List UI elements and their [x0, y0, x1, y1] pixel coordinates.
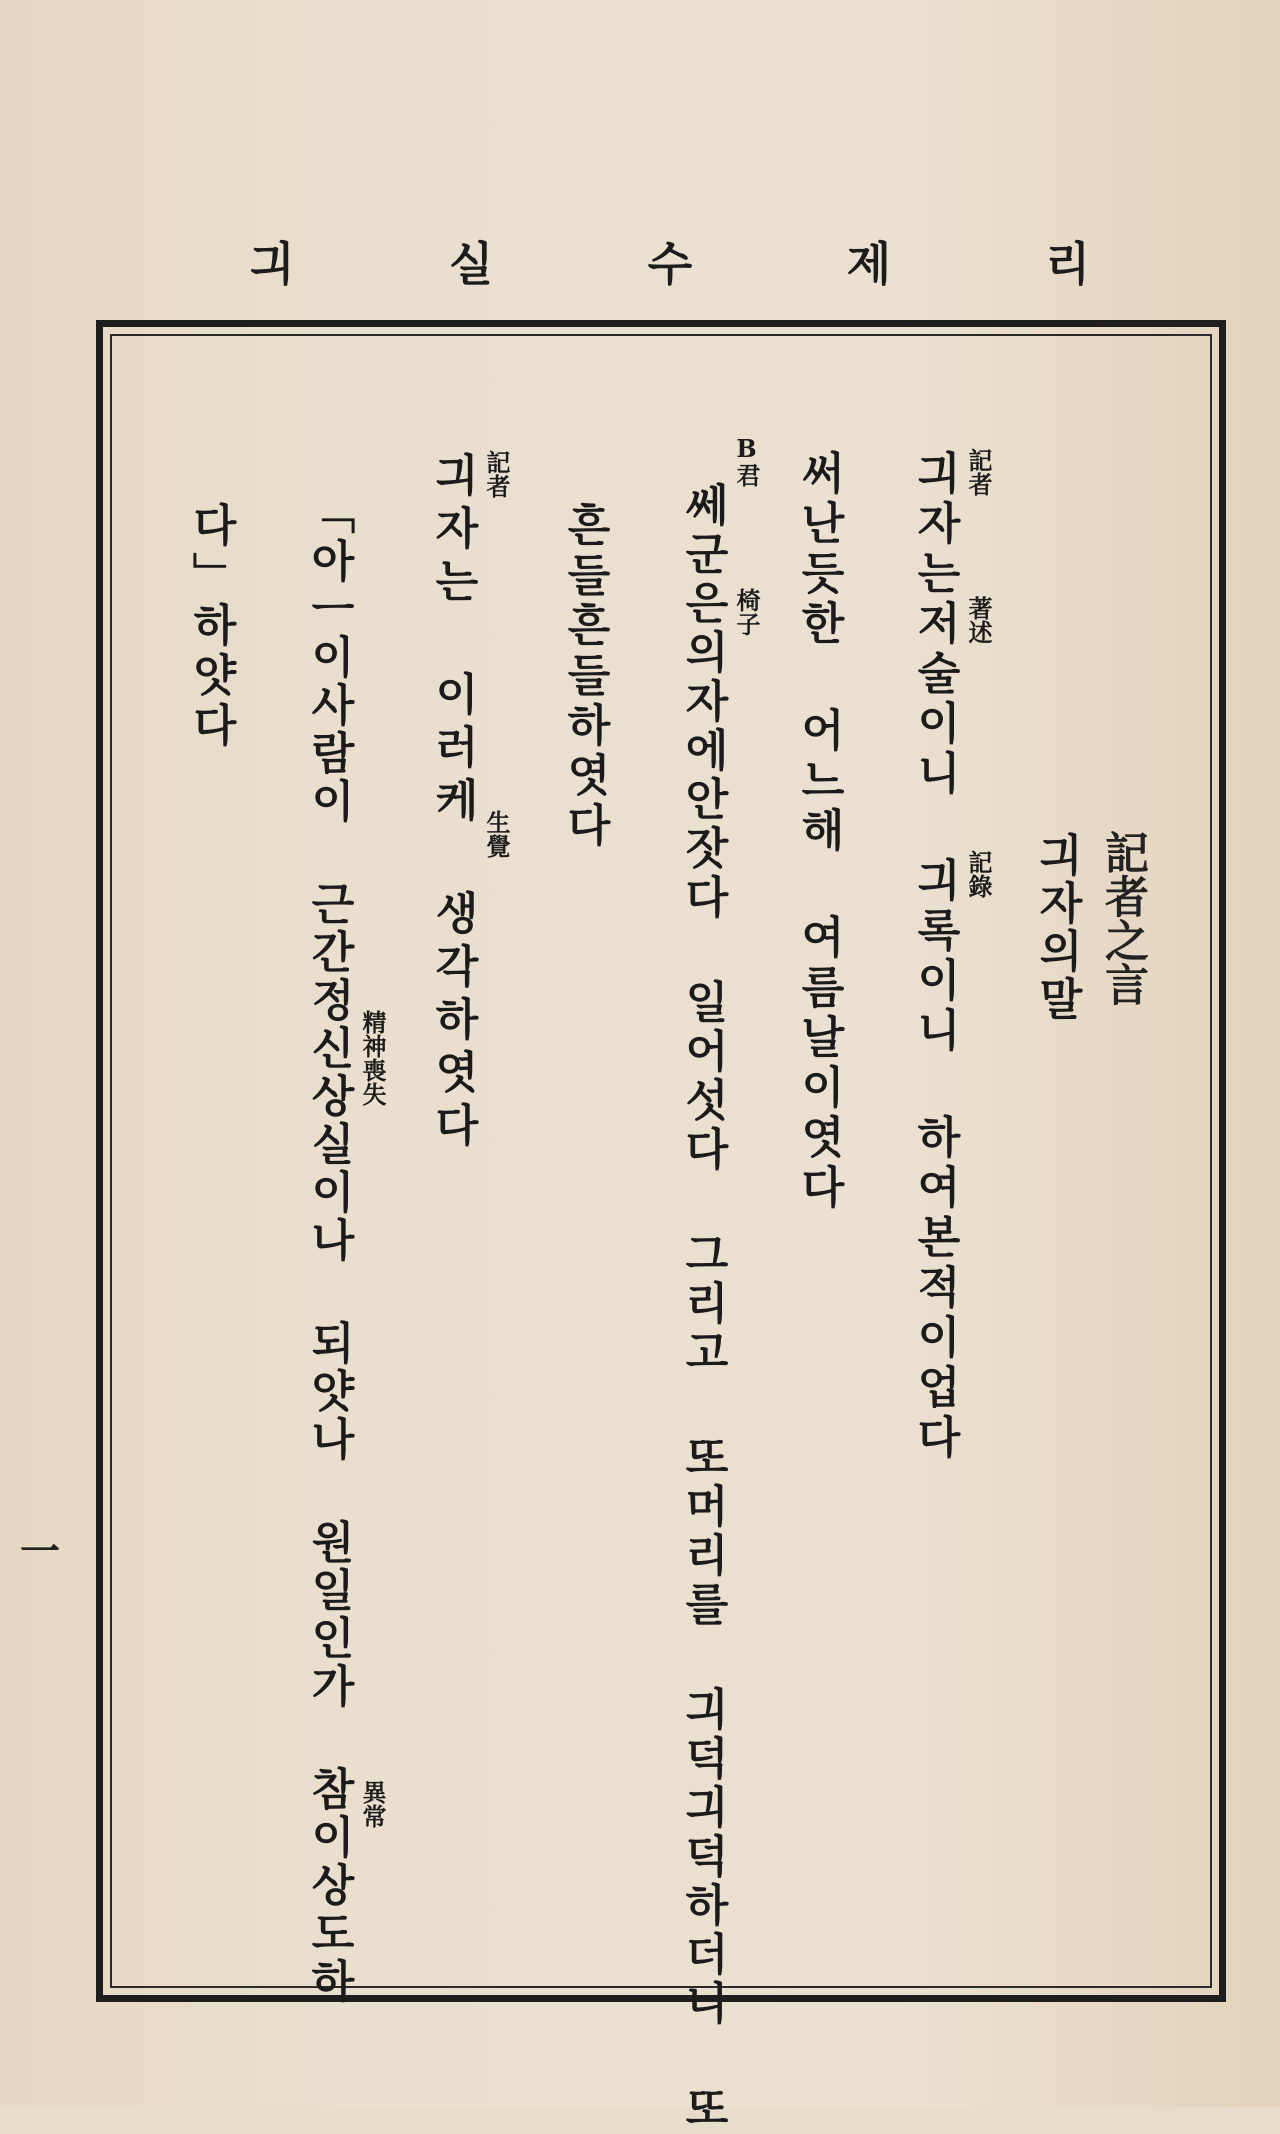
- running-head-char: 제: [846, 237, 892, 291]
- running-head-char: 실: [448, 237, 494, 291]
- gloss-6a: 精神喪失: [358, 1010, 387, 1106]
- body-column-2: 써난듯한 어느해 여름날이엿다: [793, 450, 844, 1214]
- body-column-6: 「아ㅡ이사람이 근간정신상실이나 되얏나 원일인가 참이상도하: [303, 490, 354, 2006]
- body-column-4: 흔들흔들하엿다: [559, 502, 610, 852]
- gloss-1c: 記錄: [964, 850, 993, 898]
- gloss-6b: 異常: [358, 1780, 387, 1828]
- body-column-7: 다」하얏다: [185, 502, 236, 752]
- heading-hangul: 긔자의말: [1031, 832, 1082, 1024]
- body-column-3: 쎄군은의자에안잣다 일어섯다 그리고 또머리를 긔덕긔덕하더니 또: [677, 482, 728, 2134]
- gloss-1a: 記者: [964, 448, 993, 496]
- gloss-1b: 著述: [964, 596, 993, 644]
- heading-hanja: 記者之言: [1097, 830, 1148, 1006]
- body-column-1: 긔자는저술이니 긔록이니 하여본적이업다: [909, 450, 960, 1464]
- page-folio: 一: [20, 1528, 60, 1575]
- body-column-5: 긔자는 이러케 생각하엿다: [427, 452, 478, 1155]
- running-head: [250, 228, 1090, 294]
- running-head-char: 수: [647, 237, 693, 291]
- gloss-5a: 記者: [482, 450, 511, 498]
- gloss-5b: 生覺: [482, 810, 511, 858]
- gloss-3b: 椅子: [732, 588, 761, 636]
- text-frame-inner: [110, 334, 1212, 1988]
- gloss-3a: B君: [732, 434, 761, 487]
- running-head-char: 긔: [250, 237, 295, 291]
- running-head-char: 리: [1045, 237, 1090, 291]
